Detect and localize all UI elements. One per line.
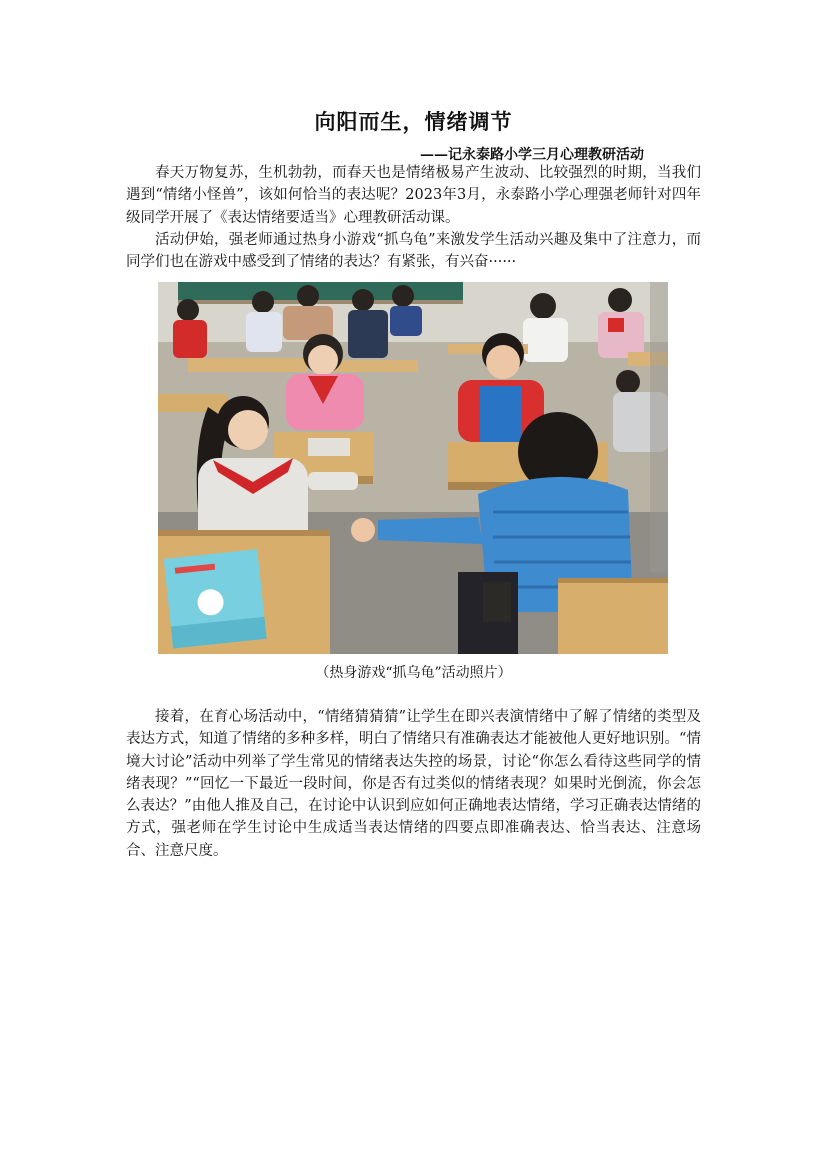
paragraph-intro: 春天万物复苏，生机勃勃，而春天也是情绪极易产生波动、比较强烈的时期，当我们遇到“情绪小怪兽”，该如何恰当的表达呢？2023年3月，永泰路小学心理强老师针对四年级同学开展了《表达情绪要适当》心理教研活动课。 (126, 165, 701, 226)
paragraph-warmup: 活动伊始，强老师通过热身小游戏“抓乌龟”来激发学生活动兴趣及集中了注意力，而同学们也在游戏中感受到了情绪的表达？有紧张，有兴奋······ (126, 232, 701, 271)
article-subtitle: ——记永泰路小学三月心理教研活动 (420, 147, 644, 163)
paragraph-activities: 接着，在育心场活动中，“情绪猜猜猜”让学生在即兴表演情绪中了解了情绪的类型及表达方式，知道了情绪的多种多样，明白了情绪只有准确表达才能被他人更好地识别。“情境大讨论”活动中列举了学生常见的情绪表达失控的场景，讨论“你怎么看待这些同学的情绪表现？”“回忆一下最近一段时间，你是否有过类似的情绪表现？如果时光倒流，你会怎么表达？”由他人推及自己，在讨论中认识到应如何正确地表达情绪，学习正确表达情绪的方式，强老师在学生讨论中生成适当表达情绪的四要点即准确表达、恰当表达、注意场合、注意尺度。 (126, 709, 701, 859)
article-title: 向阳而生，情绪调节 (314, 109, 513, 134)
activity-photo (158, 282, 668, 654)
photo-caption: （热身游戏“抓乌龟”活动照片） (315, 665, 512, 681)
